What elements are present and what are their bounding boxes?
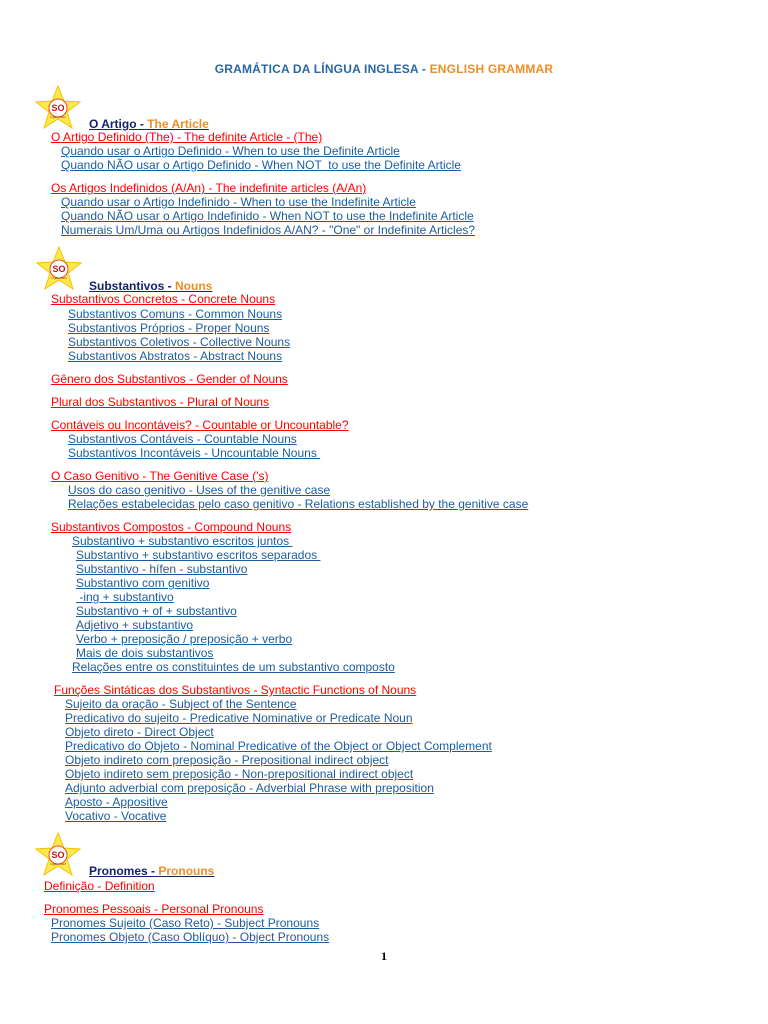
link-plural-of-nouns[interactable]: Plural dos Substantivos - Plural of Nouns xyxy=(51,395,270,409)
star-badge-icon xyxy=(36,246,82,292)
link-compound-written-separately[interactable]: Substantivo + substantivo escritos separados xyxy=(76,548,321,562)
link-when-not-use-indefinite[interactable]: Quando NÃO usar o Artigo Indefinido - When NOT to use the Indefinite Article xyxy=(61,209,474,223)
link-noun-of-noun[interactable]: Substantivo + of + substantivo xyxy=(76,604,237,618)
link-countable-uncountable[interactable]: Contáveis ou Incontáveis? - Countable or Uncountable? xyxy=(51,418,349,432)
page-number: 1 xyxy=(381,949,387,963)
link-compound-hyphen[interactable]: Substantivo - hífen - substantivo xyxy=(76,562,248,576)
link-verb-preposition[interactable]: Verbo + preposição / preposição + verbo xyxy=(76,632,293,646)
link-compound-genitive[interactable]: Substantivo com genitivo xyxy=(76,576,210,590)
link-predicative-nominative[interactable]: Predicativo do sujeito - Predicative Nominative or Predicate Noun xyxy=(65,711,413,725)
link-pronoun-definition[interactable]: Definição - Definition xyxy=(44,879,155,893)
link-concrete-nouns[interactable]: Substantivos Concretos - Concrete Nouns xyxy=(51,292,276,306)
link-adverbial-phrase[interactable]: Adjunto adverbial com preposição - Adverbial Phrase with preposition xyxy=(65,781,434,795)
section-heading-article[interactable]: O Artigo - The Article xyxy=(89,117,209,131)
link-when-use-definite[interactable]: Quando usar o Artigo Definido - When to use the Definite Article xyxy=(61,144,400,158)
link-compound-written-together[interactable]: Substantivo + substantivo escritos juntos xyxy=(72,534,293,548)
link-appositive[interactable]: Aposto - Appositive xyxy=(65,795,168,809)
link-adjective-plus-noun[interactable]: Adjetivo + substantivo xyxy=(76,618,194,632)
link-personal-pronouns[interactable]: Pronomes Pessoais - Personal Pronouns xyxy=(44,902,264,916)
link-countable-nouns[interactable]: Substantivos Contáveis - Countable Nouns xyxy=(68,432,297,446)
link-uncountable-nouns[interactable]: Substantivos Incontáveis - Uncountable Nouns xyxy=(68,446,321,460)
link-proper-nouns[interactable]: Substantivos Próprios - Proper Nouns xyxy=(68,321,270,335)
title-english: ENGLISH GRAMMAR xyxy=(429,62,554,76)
link-prepositional-indirect-object[interactable]: Objeto indireto com preposição - Prepositional indirect object xyxy=(65,753,389,767)
link-collective-nouns[interactable]: Substantivos Coletivos - Collective Nouns xyxy=(68,335,291,349)
svg-text:Inglês Fácil: Inglês Fácil xyxy=(50,115,66,119)
link-vocative[interactable]: Vocativo - Vocative xyxy=(65,809,167,823)
link-compound-relations[interactable]: Relações entre os constituintes de um substantivo composto xyxy=(72,660,395,674)
document-title xyxy=(0,62,768,76)
svg-text:SO: SO xyxy=(51,103,65,113)
link-when-use-indefinite[interactable]: Quando usar o Artigo Indefinido - When to use the Indefinite Article xyxy=(61,195,416,209)
link-subject-pronouns[interactable]: Pronomes Sujeito (Caso Reto) - Subject Pronouns xyxy=(51,916,320,930)
link-definite-article[interactable]: O Artigo Definido (The) - The definite Article - (The) xyxy=(51,130,323,144)
star-badge-icon xyxy=(35,832,81,878)
svg-text:Inglês Fácil: Inglês Fácil xyxy=(50,862,66,866)
link-common-nouns[interactable]: Substantivos Comuns - Common Nouns xyxy=(68,307,283,321)
section-heading-nouns[interactable]: Substantivos - Nouns xyxy=(89,279,213,293)
link-genitive-relations[interactable]: Relações estabelecidas pelo caso genitivo - Relations established by the genitive case xyxy=(68,497,529,511)
section-heading-pronouns[interactable]: Pronomes - Pronouns xyxy=(89,864,215,878)
link-object-complement[interactable]: Predicativo do Objeto - Nominal Predicative of the Object or Object Complement xyxy=(65,739,492,753)
link-numerals-or-indefinite[interactable]: Numerais Um/Uma ou Artigos Indefinidos A/AN? - "One" or Indefinite Articles? xyxy=(61,223,476,237)
link-non-prepositional-indirect-object[interactable]: Objeto indireto sem preposição - Non-prepositional indirect object xyxy=(65,767,414,781)
link-ing-plus-noun[interactable]: -ing + substantivo xyxy=(76,590,174,604)
link-more-than-two-nouns[interactable]: Mais de dois substantivos xyxy=(76,646,214,660)
link-compound-nouns[interactable]: Substantivos Compostos - Compound Nouns xyxy=(51,520,292,534)
link-indefinite-articles[interactable]: Os Artigos Indefinidos (A/An) - The indefinite articles (A/An) xyxy=(51,181,367,195)
link-direct-object[interactable]: Objeto direto - Direct Object xyxy=(65,725,214,739)
link-genitive-case[interactable]: O Caso Genitivo - The Genitive Case ('s) xyxy=(51,469,269,483)
link-subject-of-sentence[interactable]: Sujeito da oração - Subject of the Sentence xyxy=(65,697,297,711)
link-uses-of-genitive[interactable]: Usos do caso genitivo - Uses of the genitive case xyxy=(68,483,331,497)
link-when-not-use-definite[interactable]: Quando NÃO usar o Artigo Definido - When NOT to use the Definite Article xyxy=(61,158,461,172)
star-badge-icon xyxy=(35,85,81,131)
link-abstract-nouns[interactable]: Substantivos Abstratos - Abstract Nouns xyxy=(68,349,283,363)
svg-text:SO: SO xyxy=(51,850,65,860)
link-object-pronouns[interactable]: Pronomes Objeto (Caso Oblíquo) - Object Pronouns xyxy=(51,930,330,944)
svg-text:SO: SO xyxy=(52,264,66,274)
title-portuguese: GRAMÁTICA DA LÍNGUA INGLESA - xyxy=(214,62,430,76)
svg-text:Inglês Fácil: Inglês Fácil xyxy=(51,276,67,280)
link-syntactic-functions[interactable]: Funções Sintáticas dos Substantivos - Syntactic Functions of Nouns xyxy=(54,683,417,697)
link-gender-of-nouns[interactable]: Gênero dos Substantivos - Gender of Nouns xyxy=(51,372,288,386)
